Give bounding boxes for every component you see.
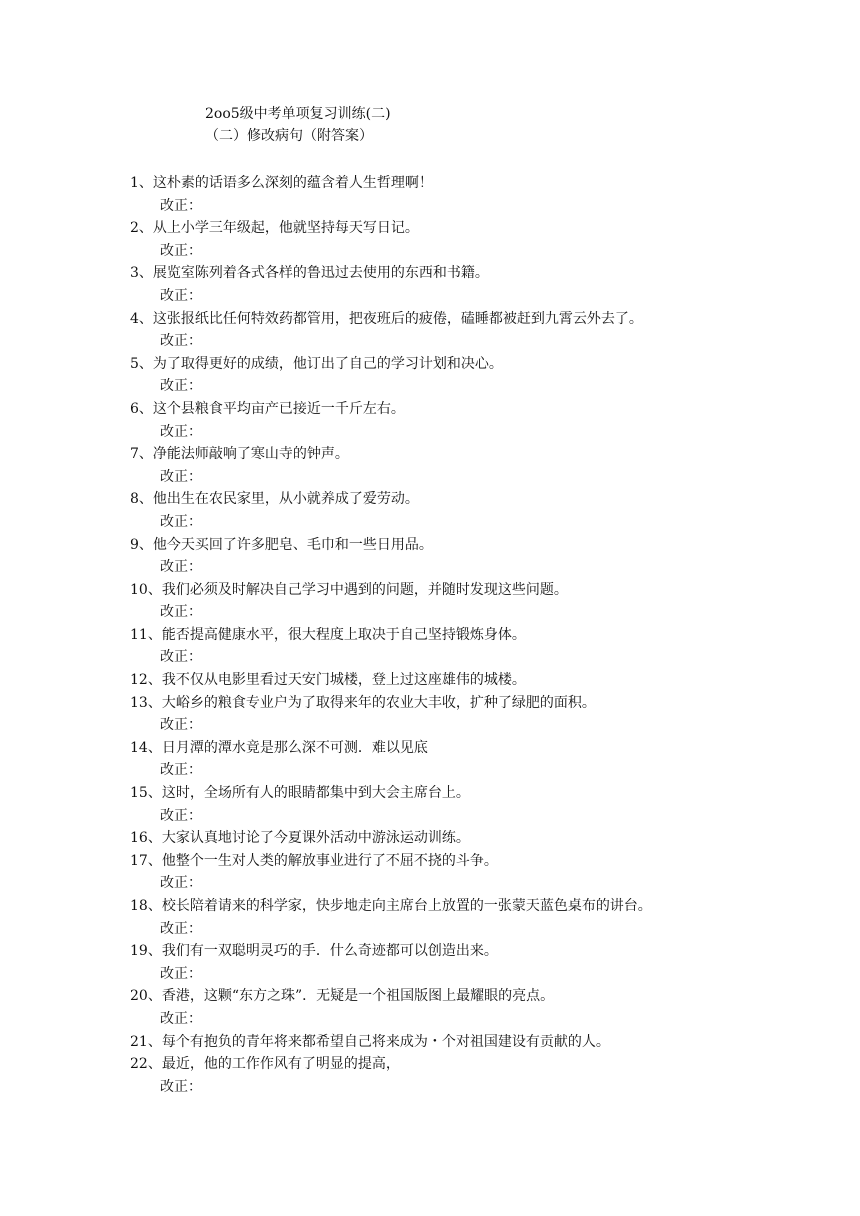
exercise-list	[130, 172, 830, 1098]
correction-label: 改正：	[160, 559, 202, 576]
page-title: 2oo5级中考单项复习训练(二)	[205, 106, 391, 122]
correction-label: 改正：	[160, 762, 202, 779]
exercise-question: 12、我不仅从电影里看过天安门城楼，登上过这座雄伟的城楼。	[130, 672, 526, 689]
exercise-question: 20、香港，这颗“东方之珠”．无疑是一个祖国版图上最耀眼的亮点。	[130, 988, 555, 1005]
page-subtitle: （二）修改病句（附答案）	[205, 128, 373, 144]
exercise-question: 21、每个有抱负的青年将来都希望自己将来成为・个对祖国建设有贡献的人。	[130, 1033, 610, 1050]
exercise-question: 4、这张报纸比任何特效药都管用，把夜班后的疲倦，磕睡都被赶到九霄云外去了。	[130, 310, 643, 327]
correction-label: 改正：	[160, 197, 202, 214]
exercise-question: 15、这时，全场所有人的眼睛都集中到大会主席台上。	[130, 785, 470, 802]
correction-label: 改正：	[160, 333, 202, 350]
exercise-question: 3、展览室陈列着各式各样的鲁迅过去使用的东西和书籍。	[130, 265, 489, 282]
exercise-question: 18、校长陪着请来的科学家，快步地走向主席台上放置的一张蒙天蓝色桌布的讲台。	[130, 898, 652, 914]
correction-label: 改正：	[160, 513, 202, 530]
exercise-question: 1、这朴素的话语多么深刻的蕴含着人生哲理啊！	[130, 175, 433, 191]
exercise-question: 22、最近，他的工作作风有了明显的提高，	[130, 1056, 400, 1073]
correction-label: 改正：	[160, 807, 202, 824]
exercise-question: 17、他整个一生对人类的解放事业进行了不屈不挠的斗争。	[130, 852, 498, 869]
exercise-question: 16、大家认真地讨论了今夏课外活动中游泳运动训练。	[130, 830, 470, 847]
correction-label: 改正：	[160, 468, 202, 485]
exercise-question: 13、大峪乡的粮食专业户为了取得来年的农业大丰收，扩种了绿肥的面积。	[130, 694, 596, 711]
exercise-question: 2、从上小学三年级起，他就坚持每天写日记。	[130, 220, 419, 237]
correction-label: 改正：	[160, 965, 202, 982]
correction-label: 改正：	[160, 875, 202, 892]
correction-label: 改正：	[160, 378, 202, 395]
correction-label: 改正：	[160, 423, 202, 440]
correction-label: 改正：	[160, 717, 202, 734]
exercise-question: 8、他出生在农民家里，从小就养成了爱劳动。	[130, 491, 419, 508]
correction-label: 改正：	[160, 920, 202, 937]
correction-label: 改正：	[160, 287, 202, 304]
exercise-question: 7、净能法师敲响了寒山寺的钟声。	[130, 446, 349, 463]
correction-label: 改正：	[160, 649, 202, 666]
exercise-question: 5、为了取得更好的成绩，他订出了自己的学习计划和决心。	[130, 355, 503, 372]
correction-label: 改正：	[160, 1078, 202, 1095]
correction-label: 改正：	[160, 242, 202, 259]
correction-label: 改正：	[160, 1010, 202, 1027]
exercise-question: 14、日月潭的潭水竟是那么深不可测．难以见底	[130, 739, 428, 756]
exercise-question: 9、他今天买回了许多肥皂、毛巾和一些日用品。	[130, 536, 433, 553]
exercise-question: 11、能否提高健康水平，很大程度上取决于自己坚持锻炼身体。	[130, 626, 526, 643]
exercise-question: 6、这个县粮食平均亩产已接近一千斤左右。	[130, 400, 405, 417]
exercise-question: 10、我们必须及时解决自己学习中遇到的问题，并随时发现这些问题。	[130, 581, 568, 598]
exercise-question: 19、我们有一双聪明灵巧的手．什么奇迹都可以创造出来。	[130, 943, 498, 960]
correction-label: 改正：	[160, 604, 202, 621]
